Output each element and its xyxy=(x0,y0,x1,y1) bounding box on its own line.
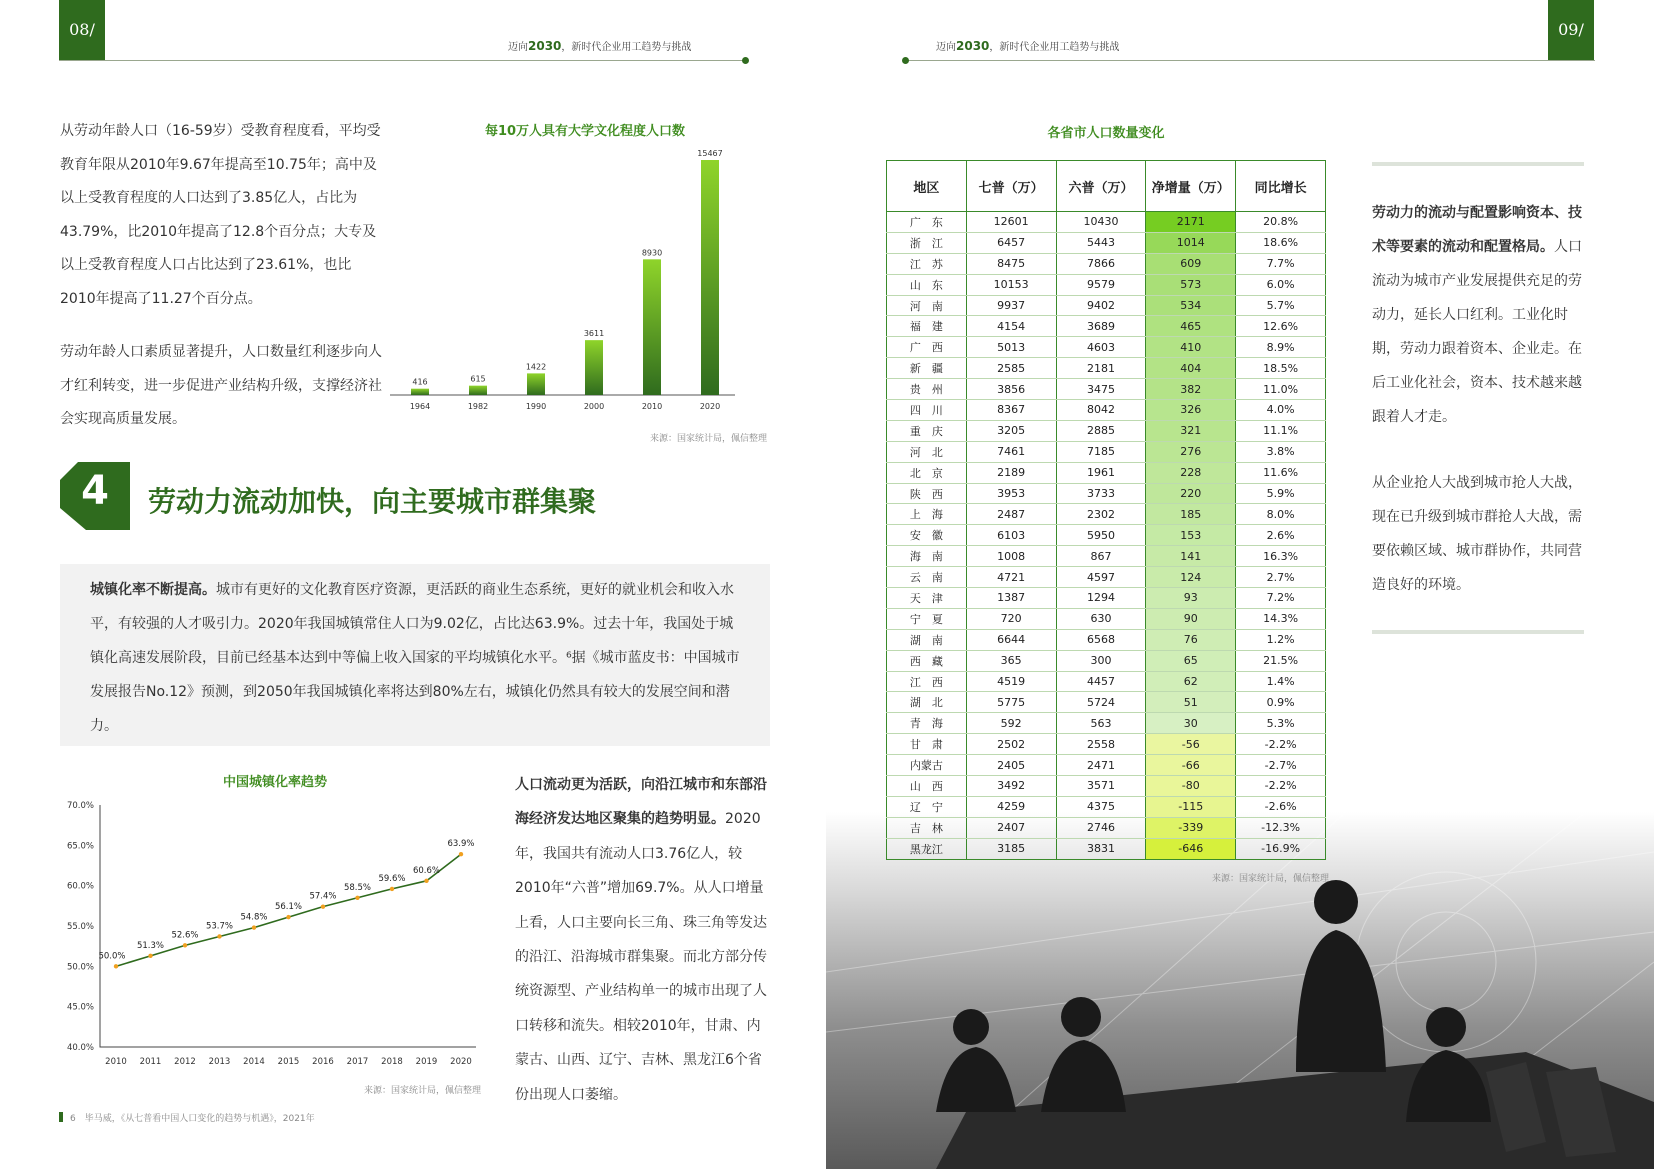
net-increase-cell: 573 xyxy=(1146,274,1236,295)
table-row xyxy=(887,546,1326,567)
region-cell: 福 建 xyxy=(887,316,967,337)
header-suffix: ，新时代企业用工趋势与挑战 xyxy=(989,42,1120,53)
table-row xyxy=(887,629,1326,650)
net-increase-cell: 65 xyxy=(1146,650,1236,671)
census6-cell: 1961 xyxy=(1056,462,1146,483)
header-prefix: 迈向 xyxy=(936,42,956,53)
table-row xyxy=(887,441,1326,462)
net-increase-cell: 404 xyxy=(1146,358,1236,379)
business-meeting-photo xyxy=(826,812,1654,1169)
table-row xyxy=(887,358,1326,379)
data-label: 56.1% xyxy=(274,902,303,913)
region-cell: 青 海 xyxy=(887,713,967,734)
header-year: 2030 xyxy=(956,39,990,53)
footnote xyxy=(70,1111,315,1124)
census7-cell: 6644 xyxy=(966,629,1056,650)
net-increase-cell: -115 xyxy=(1146,796,1236,817)
data-point-2019 xyxy=(424,879,428,883)
right-page-number: 09/ xyxy=(1548,0,1594,60)
net-increase-cell: 609 xyxy=(1146,253,1236,274)
census7-cell: 720 xyxy=(966,608,1056,629)
urbanization-body: 城市有更好的文化教育医疗资源，更活跃的商业生态系统，更好的就业机会和收入水平，有较强的人才吸引力。2020年我国城镇常住人口为9.02亿，占比达63.9%。过去十年，我国处于城镇化高速发展阶段，目前已经基本达到中等偏上收入国家的平均城镇化水平。⁶据《城市蓝皮书：中国城市发展报告No.12》预测，到2050年我国城镇化率将达到80%左右，城镇化仍然具有较大的发展空间和潜力。 xyxy=(90,582,740,734)
column-header: 七普（万） xyxy=(966,161,1056,212)
table-row xyxy=(887,504,1326,525)
census6-cell: 4597 xyxy=(1056,567,1146,588)
sidebar-bold-lead: 劳动力的流动与配置影响资本、技术等要素的流动和配置格局。 xyxy=(1372,205,1582,255)
census6-cell: 2558 xyxy=(1056,734,1146,755)
bar-value-label: 615 xyxy=(470,374,486,384)
region-cell: 河 南 xyxy=(887,295,967,316)
census6-cell: 9579 xyxy=(1056,274,1146,295)
census7-cell: 3492 xyxy=(966,776,1056,797)
table-row xyxy=(887,212,1326,233)
net-increase-cell: 410 xyxy=(1146,337,1236,358)
bar-1982 xyxy=(469,386,487,395)
table-row xyxy=(887,838,1326,859)
urbanization-line-chart xyxy=(56,790,496,1075)
census6-cell: 2885 xyxy=(1056,420,1146,441)
x-tick-label: 2018 xyxy=(381,1057,403,1067)
net-increase-cell: 124 xyxy=(1146,567,1236,588)
census7-cell: 6103 xyxy=(966,525,1056,546)
net-increase-cell: 30 xyxy=(1146,713,1236,734)
bar-value-label: 15467 xyxy=(697,149,723,158)
table-row xyxy=(887,253,1326,274)
census6-cell: 3571 xyxy=(1056,776,1146,797)
column-header: 净增量（万） xyxy=(1146,161,1236,212)
growth-cell: -2.2% xyxy=(1236,776,1326,797)
bar-category-label: 2000 xyxy=(583,402,605,411)
growth-cell: 11.1% xyxy=(1236,420,1326,441)
footnote-text: 毕马威，《从七普看中国人口变化的趋势与机遇》，2021年 xyxy=(84,1114,315,1124)
line-chart-source: 来源：国家统计局，佩信整理 xyxy=(364,1086,482,1096)
region-cell: 西 藏 xyxy=(887,650,967,671)
education-paragraph: 从劳动年龄人口（16-59岁）受教育程度看，平均受教育年限从2010年9.67年提高至10.75年；高中及以上受教育程度的人口达到了3.85亿人，占比为43.79%，比2010年提高了12.8个百分点；大专及以上受教育程度人口占比达到了23.61%，也比2010年提高了11.27个百分点。 xyxy=(60,123,381,307)
region-cell: 湖 北 xyxy=(887,692,967,713)
census6-cell: 2302 xyxy=(1056,504,1146,525)
census7-cell: 6457 xyxy=(966,232,1056,253)
data-label: 51.3% xyxy=(136,940,165,951)
header-year: 2030 xyxy=(528,39,562,53)
sidebar-paragraph xyxy=(1372,196,1590,434)
growth-cell: 6.0% xyxy=(1236,274,1326,295)
region-cell: 北 京 xyxy=(887,462,967,483)
region-cell: 甘 肃 xyxy=(887,734,967,755)
net-increase-cell: 276 xyxy=(1146,441,1236,462)
region-cell: 山 西 xyxy=(887,776,967,797)
region-cell: 湖 南 xyxy=(887,629,967,650)
census7-cell: 4259 xyxy=(966,796,1056,817)
region-cell: 贵 州 xyxy=(887,379,967,400)
bar-chart-source: 来源：国家统计局，佩信整理 xyxy=(650,434,768,444)
x-tick-label: 2014 xyxy=(243,1057,265,1067)
census7-cell: 2585 xyxy=(966,358,1056,379)
y-tick-label: 45.0% xyxy=(66,1002,94,1013)
x-tick-label: 2012 xyxy=(174,1057,196,1067)
data-point-2013 xyxy=(217,934,221,938)
bar-category-label: 1982 xyxy=(467,402,489,411)
census6-cell: 300 xyxy=(1056,650,1146,671)
table-row xyxy=(887,567,1326,588)
sidebar-top-rule xyxy=(1372,162,1584,166)
region-cell: 广 西 xyxy=(887,337,967,358)
net-increase-cell: 1014 xyxy=(1146,232,1236,253)
growth-cell: 7.7% xyxy=(1236,253,1326,274)
y-tick-label: 60.0% xyxy=(66,881,94,892)
region-cell: 江 西 xyxy=(887,671,967,692)
census6-cell: 2181 xyxy=(1056,358,1146,379)
region-cell: 宁 夏 xyxy=(887,608,967,629)
census6-cell: 4603 xyxy=(1056,337,1146,358)
table-row xyxy=(887,776,1326,797)
region-cell: 安 徽 xyxy=(887,525,967,546)
net-increase-cell: 141 xyxy=(1146,546,1236,567)
census7-cell: 9937 xyxy=(966,295,1056,316)
net-increase-cell: 228 xyxy=(1146,462,1236,483)
census7-cell: 8475 xyxy=(966,253,1056,274)
data-label: 54.8% xyxy=(240,912,268,923)
data-label: 52.6% xyxy=(171,930,199,941)
net-increase-cell: 465 xyxy=(1146,316,1236,337)
table-source: 来源：国家统计局，佩信整理 xyxy=(1212,874,1330,884)
growth-cell: 18.5% xyxy=(1236,358,1326,379)
growth-cell: 5.9% xyxy=(1236,483,1326,504)
table-row xyxy=(887,671,1326,692)
y-tick-label: 55.0% xyxy=(66,922,94,932)
growth-cell: 18.6% xyxy=(1236,232,1326,253)
y-tick-label: 65.0% xyxy=(66,841,94,852)
left-header-dot xyxy=(742,57,749,64)
data-label: 58.5% xyxy=(343,882,372,893)
data-point-2012 xyxy=(183,943,187,947)
net-increase-cell: 153 xyxy=(1146,525,1236,546)
census7-cell: 4519 xyxy=(966,671,1056,692)
urbanization-bold-lead: 城镇化率不断提高。 xyxy=(90,582,216,598)
census7-cell: 1387 xyxy=(966,588,1056,609)
table-row xyxy=(887,483,1326,504)
net-increase-cell: 76 xyxy=(1146,629,1236,650)
data-label: 63.9% xyxy=(447,839,475,850)
x-tick-label: 2015 xyxy=(277,1057,300,1067)
data-point-2017 xyxy=(355,896,359,900)
census6-cell: 5724 xyxy=(1056,692,1146,713)
census7-cell: 3185 xyxy=(966,838,1056,859)
census6-cell: 2746 xyxy=(1056,817,1146,838)
data-point-2014 xyxy=(252,925,256,929)
census7-cell: 5013 xyxy=(966,337,1056,358)
growth-cell: 2.7% xyxy=(1236,567,1326,588)
line-chart-title: 中国城镇化率趋势 xyxy=(222,775,327,790)
left-page-number: 08/ xyxy=(59,0,105,60)
census7-cell: 4154 xyxy=(966,316,1056,337)
data-point-2011 xyxy=(148,954,152,958)
census7-cell: 8367 xyxy=(966,400,1056,421)
growth-cell: 21.5% xyxy=(1236,650,1326,671)
region-cell: 陕 西 xyxy=(887,483,967,504)
bar-category-label: 1964 xyxy=(409,402,431,411)
region-cell: 上 海 xyxy=(887,504,967,525)
table-row xyxy=(887,608,1326,629)
footnote-marker xyxy=(59,1112,63,1122)
region-cell: 重 庆 xyxy=(887,420,967,441)
sidebar-bottom-rule xyxy=(1372,630,1584,634)
census6-cell: 3475 xyxy=(1056,379,1146,400)
region-cell: 黑龙江 xyxy=(887,838,967,859)
table-row xyxy=(887,713,1326,734)
section-number-badge xyxy=(60,462,130,530)
column-header: 同比增长 xyxy=(1236,161,1326,212)
footnote-number: 6 xyxy=(70,1114,76,1124)
census6-cell: 867 xyxy=(1056,546,1146,567)
census7-cell: 2487 xyxy=(966,504,1056,525)
right-header-rule xyxy=(905,60,1595,61)
table-row xyxy=(887,588,1326,609)
data-point-2015 xyxy=(286,915,290,919)
sidebar-paragraph-2: 从企业抢人大战到城市抢人大战，现在已升级到城市群抢人大战，需要依赖区域、城市群协作，共同营造良好的环境。 xyxy=(1372,475,1582,593)
population-flow-body: 2020年，我国共有流动人口3.76亿人，较2010年“六普”增加69.7%。从人口增量上看，人口主要向长三角、珠三角等发达的沿江、沿海城市群集聚。而北方部分传统资源型、产业结构单一的城市出现了人口转移和流失。相较2010年，甘肃、内蒙古、山西、辽宁、吉林、黑龙江6个省份出现人口萎缩。 xyxy=(515,811,767,1103)
census7-cell: 12601 xyxy=(966,212,1056,233)
census7-cell: 3205 xyxy=(966,420,1056,441)
growth-cell: 12.6% xyxy=(1236,316,1326,337)
growth-cell: 0.9% xyxy=(1236,692,1326,713)
urbanization-text xyxy=(90,573,740,743)
data-point-2016 xyxy=(321,904,325,908)
region-cell: 内蒙古 xyxy=(887,755,967,776)
bar-2010 xyxy=(643,259,661,395)
growth-cell: -16.9% xyxy=(1236,838,1326,859)
table-row xyxy=(887,379,1326,400)
province-table-title: 各省市人口数量变化 xyxy=(1047,126,1165,141)
talent-dividend-paragraph: 劳动年龄人口素质显著提升，人口数量红利逐步向人才红利转变，进一步促进产业结构升级，支撑经济社会实现高质量发展。 xyxy=(60,344,382,427)
census7-cell: 3953 xyxy=(966,483,1056,504)
x-tick-label: 2010 xyxy=(105,1057,127,1067)
table-row xyxy=(887,316,1326,337)
census6-cell: 630 xyxy=(1056,608,1146,629)
table-row xyxy=(887,525,1326,546)
census6-cell: 3733 xyxy=(1056,483,1146,504)
bar-1990 xyxy=(527,373,545,395)
table-row xyxy=(887,692,1326,713)
growth-cell: 7.2% xyxy=(1236,588,1326,609)
net-increase-cell: -80 xyxy=(1146,776,1236,797)
bar-category-label: 2010 xyxy=(641,402,663,411)
growth-cell: -2.6% xyxy=(1236,796,1326,817)
bar-chart-title: 每10万人具有大学文化程度人口数 xyxy=(484,124,686,139)
census6-cell: 3689 xyxy=(1056,316,1146,337)
growth-cell: 8.9% xyxy=(1236,337,1326,358)
net-increase-cell: 185 xyxy=(1146,504,1236,525)
region-cell: 天 津 xyxy=(887,588,967,609)
census6-cell: 2471 xyxy=(1056,755,1146,776)
census6-cell: 7185 xyxy=(1056,441,1146,462)
table-row xyxy=(887,650,1326,671)
left-header-rule xyxy=(59,60,745,61)
census7-cell: 2502 xyxy=(966,734,1056,755)
urbanization-box xyxy=(60,564,770,746)
net-increase-cell: 326 xyxy=(1146,400,1236,421)
growth-cell: 4.0% xyxy=(1236,400,1326,421)
region-cell: 广 东 xyxy=(887,212,967,233)
census6-cell: 5443 xyxy=(1056,232,1146,253)
region-cell: 辽 宁 xyxy=(887,796,967,817)
census6-cell: 7866 xyxy=(1056,253,1146,274)
table-row xyxy=(887,420,1326,441)
growth-cell: 3.8% xyxy=(1236,441,1326,462)
y-tick-label: 70.0% xyxy=(66,801,94,811)
region-cell: 山 东 xyxy=(887,274,967,295)
y-tick-label: 40.0% xyxy=(66,1043,94,1053)
growth-cell: 14.3% xyxy=(1236,608,1326,629)
growth-cell: 1.4% xyxy=(1236,671,1326,692)
net-increase-cell: 2171 xyxy=(1146,212,1236,233)
growth-cell: -2.7% xyxy=(1236,755,1326,776)
data-label: 60.6% xyxy=(412,865,441,876)
column-header: 六普（万） xyxy=(1056,161,1146,212)
growth-cell: 8.0% xyxy=(1236,504,1326,525)
net-increase-cell: 90 xyxy=(1146,608,1236,629)
x-tick-label: 2017 xyxy=(346,1057,369,1067)
bar-2000 xyxy=(585,340,603,395)
census6-cell: 10430 xyxy=(1056,212,1146,233)
x-tick-label: 2019 xyxy=(415,1057,438,1067)
bar-2020 xyxy=(701,160,719,395)
net-increase-cell: -646 xyxy=(1146,838,1236,859)
net-increase-cell: -66 xyxy=(1146,755,1236,776)
net-increase-cell: 382 xyxy=(1146,379,1236,400)
census6-cell: 9402 xyxy=(1056,295,1146,316)
net-increase-cell: -56 xyxy=(1146,734,1236,755)
table-row xyxy=(887,755,1326,776)
census7-cell: 592 xyxy=(966,713,1056,734)
census7-cell: 7461 xyxy=(966,441,1056,462)
bar-1964 xyxy=(411,389,429,395)
net-increase-cell: -339 xyxy=(1146,817,1236,838)
region-cell: 浙 江 xyxy=(887,232,967,253)
right-header-dot xyxy=(902,57,909,64)
census6-cell: 5950 xyxy=(1056,525,1146,546)
header-prefix: 迈向 xyxy=(508,42,528,53)
x-tick-label: 2011 xyxy=(139,1057,162,1067)
census7-cell: 3856 xyxy=(966,379,1056,400)
region-cell: 新 疆 xyxy=(887,358,967,379)
bar-value-label: 3611 xyxy=(583,329,605,339)
x-tick-label: 2020 xyxy=(450,1057,472,1067)
growth-cell: -12.3% xyxy=(1236,817,1326,838)
sidebar-body: 人口流动为城市产业发展提供充足的劳动力，延长人口红利。工业化时期，劳动力跟着资本、企业走。在后工业化社会，资本、技术越来越跟着人才走。 xyxy=(1372,239,1582,425)
data-point-2020 xyxy=(459,852,463,856)
census6-cell: 8042 xyxy=(1056,400,1146,421)
census6-cell: 4375 xyxy=(1056,796,1146,817)
region-cell: 云 南 xyxy=(887,567,967,588)
census6-cell: 563 xyxy=(1056,713,1146,734)
census7-cell: 10153 xyxy=(966,274,1056,295)
net-increase-cell: 93 xyxy=(1146,588,1236,609)
bar-value-label: 8930 xyxy=(641,248,663,258)
census6-cell: 3831 xyxy=(1056,838,1146,859)
net-increase-cell: 220 xyxy=(1146,483,1236,504)
data-label: 50.0% xyxy=(98,951,126,962)
table-row xyxy=(887,817,1326,838)
bar-category-label: 1990 xyxy=(525,402,547,411)
left-running-header xyxy=(508,38,691,53)
data-label: 57.4% xyxy=(309,891,337,902)
growth-cell: 11.0% xyxy=(1236,379,1326,400)
census7-cell: 2189 xyxy=(966,462,1056,483)
growth-cell: 2.6% xyxy=(1236,525,1326,546)
y-tick-label: 50.0% xyxy=(66,962,94,973)
data-label: 53.7% xyxy=(205,921,234,932)
growth-cell: -2.2% xyxy=(1236,734,1326,755)
x-tick-label: 2016 xyxy=(312,1057,334,1067)
growth-cell: 5.7% xyxy=(1236,295,1326,316)
growth-cell: 5.3% xyxy=(1236,713,1326,734)
university-education-bar-chart xyxy=(390,145,770,420)
header-suffix: ，新时代企业用工趋势与挑战 xyxy=(561,42,692,53)
net-increase-cell: 62 xyxy=(1146,671,1236,692)
census7-cell: 365 xyxy=(966,650,1056,671)
census6-cell: 1294 xyxy=(1056,588,1146,609)
census6-cell: 6568 xyxy=(1056,629,1146,650)
census7-cell: 2405 xyxy=(966,755,1056,776)
region-cell: 吉 林 xyxy=(887,817,967,838)
bar-value-label: 1422 xyxy=(525,362,547,372)
line-chart-axes xyxy=(100,805,476,1047)
table-row xyxy=(887,274,1326,295)
growth-cell: 1.2% xyxy=(1236,629,1326,650)
table-row xyxy=(887,796,1326,817)
census7-cell: 1008 xyxy=(966,546,1056,567)
net-increase-cell: 51 xyxy=(1146,692,1236,713)
growth-cell: 20.8% xyxy=(1236,212,1326,233)
table-row xyxy=(887,232,1326,253)
census6-cell: 4457 xyxy=(1056,671,1146,692)
x-tick-label: 2013 xyxy=(208,1057,231,1067)
data-point-2010 xyxy=(114,964,118,968)
meeting-silhouettes xyxy=(826,812,1654,1169)
population-flow-bold: 人口流动更为活跃，向沿江城市和东部沿海经济发达地区聚集的趋势明显。 xyxy=(515,777,767,828)
table-row xyxy=(887,337,1326,358)
region-cell: 海 南 xyxy=(887,546,967,567)
right-running-header xyxy=(936,38,1119,53)
region-cell: 四 川 xyxy=(887,400,967,421)
census7-cell: 5775 xyxy=(966,692,1056,713)
section-number: 4 xyxy=(81,468,109,514)
census7-cell: 2407 xyxy=(966,817,1056,838)
population-flow-paragraph xyxy=(515,768,770,1112)
net-increase-cell: 534 xyxy=(1146,295,1236,316)
bar-category-label: 2020 xyxy=(699,402,721,411)
section-title: 劳动力流动加快，向主要城市群集聚 xyxy=(148,485,597,518)
table-row xyxy=(887,462,1326,483)
table-row xyxy=(887,295,1326,316)
data-label: 59.6% xyxy=(378,873,406,884)
growth-cell: 11.6% xyxy=(1236,462,1326,483)
bar-value-label: 416 xyxy=(412,377,428,387)
net-increase-cell: 321 xyxy=(1146,420,1236,441)
province-population-table xyxy=(886,160,1326,860)
data-point-2018 xyxy=(390,887,394,891)
column-header: 地区 xyxy=(887,161,967,212)
census7-cell: 4721 xyxy=(966,567,1056,588)
growth-cell: 16.3% xyxy=(1236,546,1326,567)
region-cell: 河 北 xyxy=(887,441,967,462)
region-cell: 江 苏 xyxy=(887,253,967,274)
table-row xyxy=(887,400,1326,421)
table-row xyxy=(887,734,1326,755)
